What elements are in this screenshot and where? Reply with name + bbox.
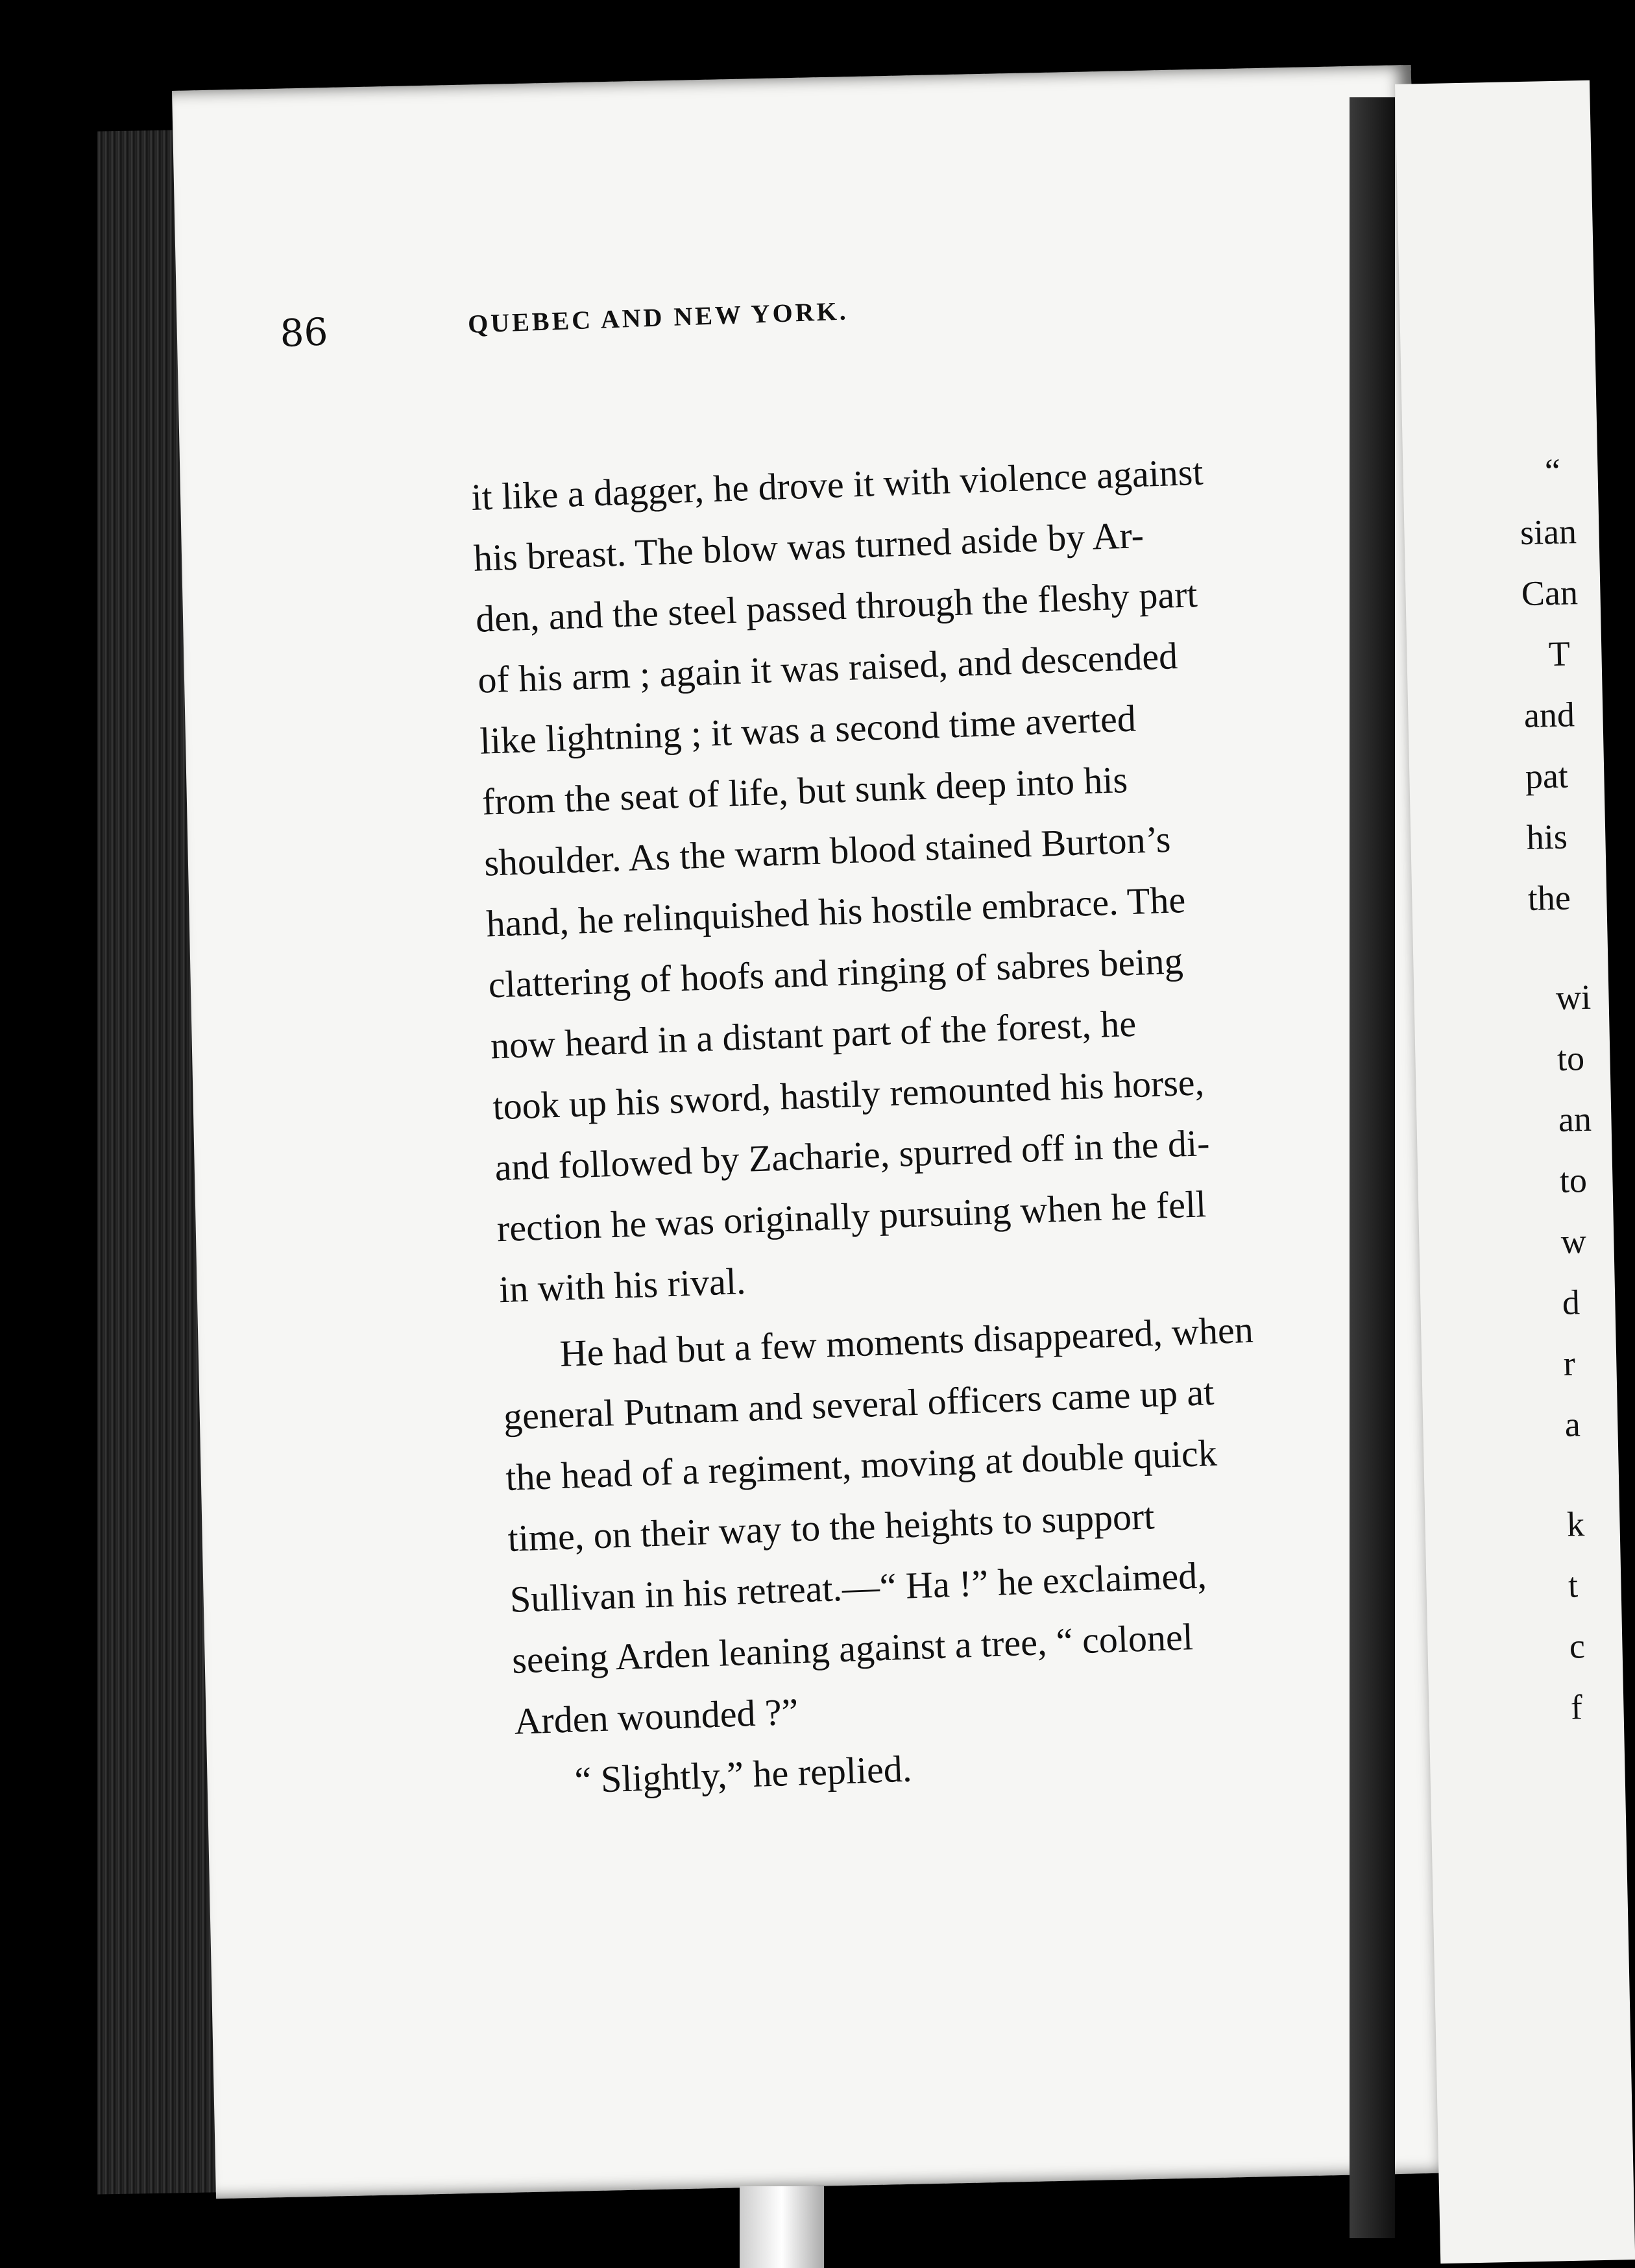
text-line: it like a dagger, he drove it with violence against — [470, 450, 1204, 518]
body-text — [470, 439, 1328, 1813]
text-line: hand, he relinquished his hostile embrace. The — [485, 878, 1187, 945]
fragment: his — [1526, 817, 1568, 857]
page-number: 86 — [279, 309, 329, 356]
text-line: general Putnam and several officers came up at — [502, 1370, 1215, 1438]
text-line: of his arm ; again it was raised, and descended — [477, 634, 1179, 701]
fragment: r — [1563, 1344, 1576, 1383]
fragment: to — [1559, 1161, 1588, 1200]
fragment: an — [1558, 1099, 1592, 1139]
text-line: his breast. The blow was turned aside by Ar- — [472, 513, 1144, 579]
text-line: time, on their way to the heights to support — [507, 1495, 1156, 1560]
fragment: wi — [1555, 977, 1592, 1017]
text-line: den, and the steel passed through the fleshy part — [475, 573, 1198, 640]
text-line: “ Slightly,” he replied. — [574, 1747, 913, 1802]
text-line: and followed by Zacharie, spurred off in the di- — [494, 1121, 1211, 1189]
fragment: t — [1568, 1565, 1579, 1605]
fragment: w — [1560, 1222, 1587, 1261]
text-line: like lightning ; it was a second time averted — [479, 697, 1137, 762]
text-line: the head of a regiment, moving at double quick — [505, 1431, 1218, 1499]
text-line: He had but a few moments disappeared, when — [559, 1308, 1254, 1375]
fragment: to — [1556, 1039, 1585, 1078]
fragment: d — [1562, 1283, 1580, 1322]
text-line: took up his sword, hastily remounted his horse, — [492, 1061, 1205, 1128]
text-line: rection he was originally pursuing when he fell — [496, 1183, 1207, 1250]
fragment: sian — [1520, 512, 1577, 552]
fragment: “ — [1544, 451, 1561, 491]
scanner-clip — [740, 2186, 824, 2268]
text-line: from the seat of life, but sunk deep into his — [481, 758, 1129, 823]
fragment: k — [1566, 1504, 1585, 1544]
running-head: QUEBEC AND NEW YORK. — [467, 296, 849, 339]
fragment: Can — [1521, 573, 1579, 613]
text-line: Sullivan in his retreat.—“ Ha !” he exclaimed, — [509, 1554, 1207, 1621]
text-line: Arden wounded ?” — [513, 1690, 799, 1743]
text-line: seeing Arden leaning against a tree, “ colonel — [511, 1615, 1194, 1682]
text-line: now heard in a distant part of the forest, he — [490, 1002, 1137, 1067]
book-gutter — [1350, 97, 1395, 2238]
fragment: T — [1548, 634, 1571, 674]
fragment: pat — [1525, 756, 1569, 796]
fragment: and — [1523, 695, 1575, 735]
text-line: shoulder. As the warm blood stained Burton’s — [483, 817, 1172, 884]
fragment: c — [1569, 1626, 1586, 1666]
text-line: clattering of hoofs and ringing of sabres being — [487, 939, 1184, 1006]
fragment: the — [1527, 878, 1571, 918]
fragment: a — [1564, 1405, 1581, 1444]
text-line: in with his rival. — [498, 1259, 747, 1311]
fragment: f — [1570, 1687, 1583, 1727]
